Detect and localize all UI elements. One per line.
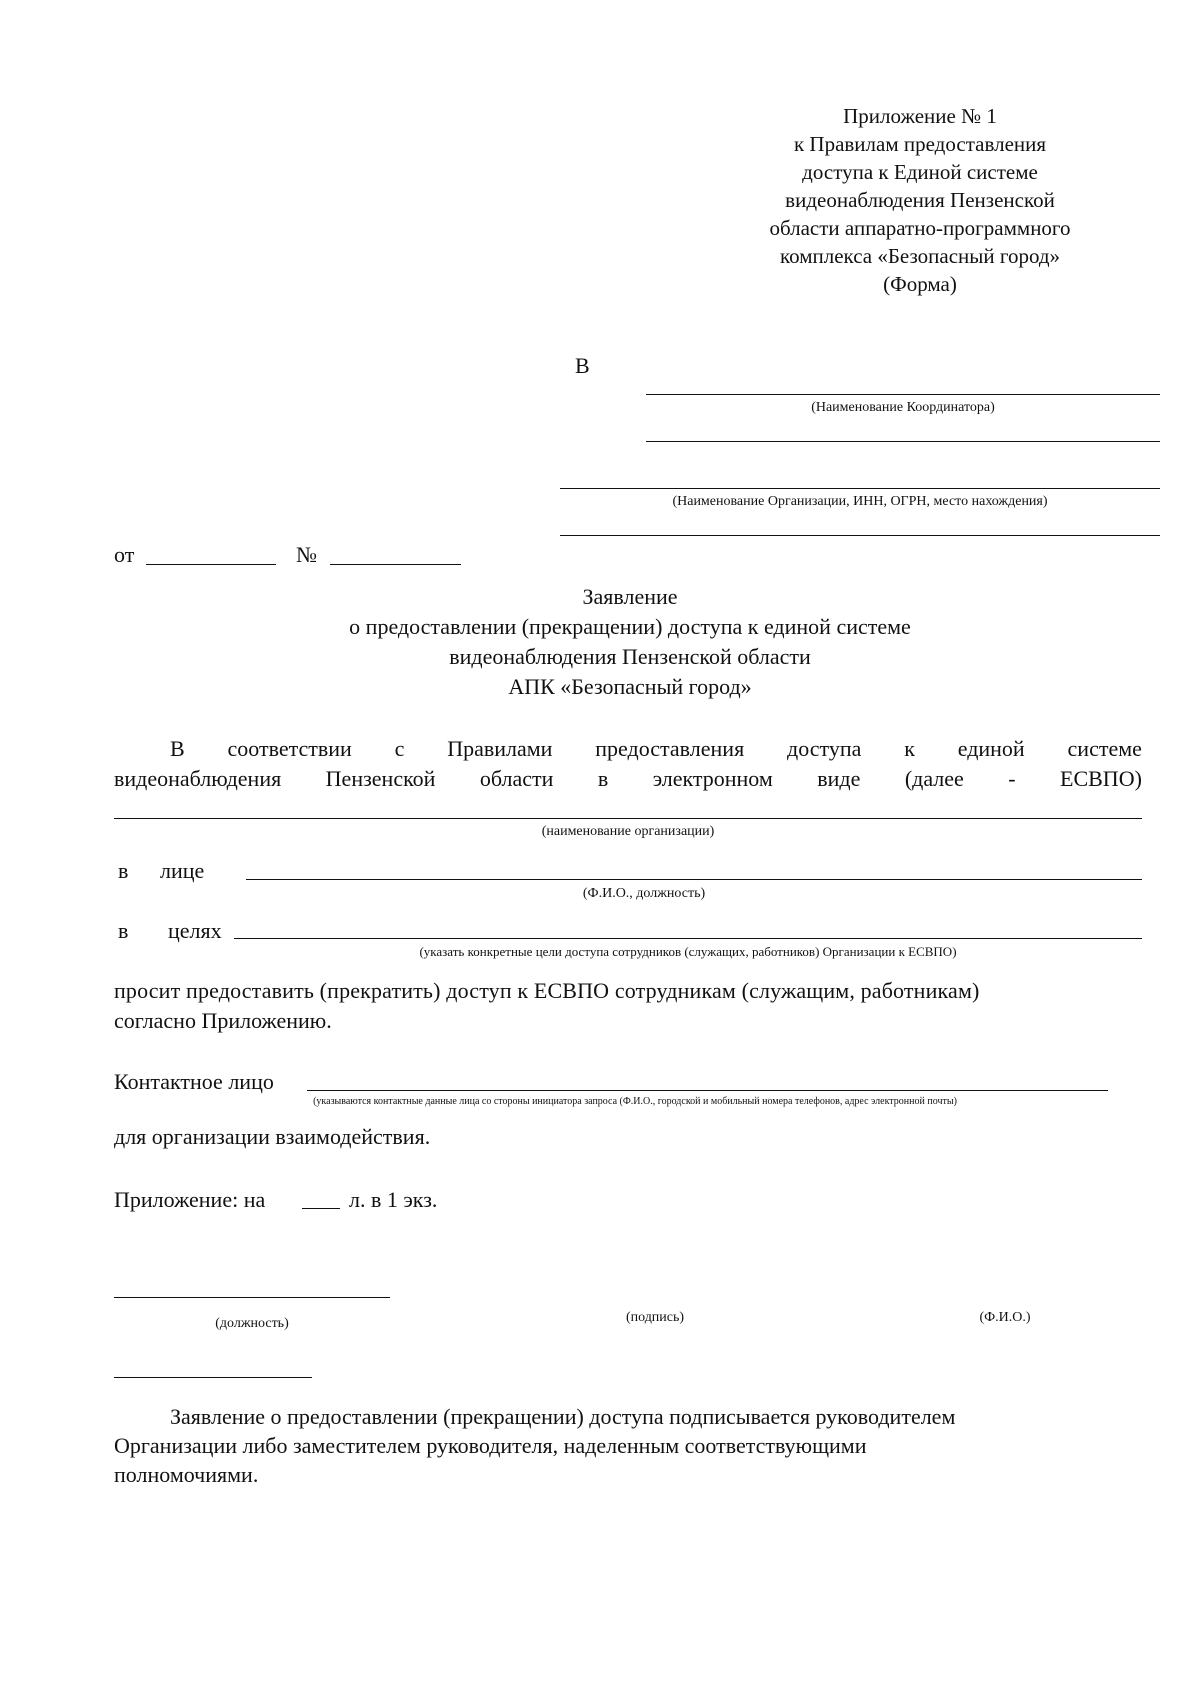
organization-field-line-2[interactable] bbox=[560, 535, 1160, 536]
attachment-suffix: л. в 1 экз. bbox=[349, 1187, 438, 1212]
contact-field-line[interactable] bbox=[307, 1090, 1108, 1091]
contact-label: Контактное лицо bbox=[114, 1069, 274, 1094]
word: видеонаблюдения bbox=[114, 766, 282, 791]
header-line: комплекса «Безопасный город» bbox=[779, 244, 1061, 268]
number-field-line[interactable] bbox=[330, 564, 461, 565]
appendix-header bbox=[700, 102, 1140, 298]
signature-caption: (подпись) bbox=[625, 1310, 685, 1325]
person-field-line[interactable] bbox=[246, 879, 1142, 880]
word: ЕСВПО) bbox=[1060, 766, 1142, 791]
word: соответствии bbox=[227, 736, 352, 761]
organization-name-caption: (наименование организации) bbox=[541, 824, 715, 839]
body-line-1 bbox=[170, 736, 1142, 764]
word: Пензенской bbox=[325, 766, 436, 791]
word: области bbox=[479, 766, 554, 791]
word: В bbox=[170, 736, 185, 761]
title-line: Заявление bbox=[582, 584, 678, 609]
to-label: В bbox=[575, 353, 590, 378]
word: в bbox=[597, 766, 609, 791]
title-line: АПК «Безопасный город» bbox=[508, 674, 752, 699]
number-label: № bbox=[296, 542, 317, 567]
body-line-2 bbox=[114, 766, 1142, 794]
header-line: Приложение № 1 bbox=[843, 104, 997, 128]
attachment-prefix: Приложение: на bbox=[114, 1187, 266, 1212]
person-caption: (Ф.И.О., должность) bbox=[582, 886, 706, 901]
header-line: видеонаблюдения Пензенской bbox=[785, 188, 1055, 212]
purpose-caption: (указать конкретные цели доступа сотрудников (служащих, работников) Организации к ЕСВПО) bbox=[419, 944, 957, 959]
footnote-separator bbox=[114, 1377, 312, 1378]
organization-field-line[interactable] bbox=[560, 488, 1160, 489]
word: единой bbox=[957, 736, 1025, 761]
from-label: от bbox=[114, 542, 135, 567]
request-text-1: просит предоставить (прекратить) доступ к ЕСВПО сотрудникам (служащим, работникам) bbox=[114, 978, 980, 1003]
request-line-2: согласно Приложению. bbox=[114, 1008, 332, 1033]
document-title bbox=[100, 582, 1160, 702]
word: системе bbox=[1067, 736, 1142, 761]
position-field-line[interactable] bbox=[114, 1297, 390, 1298]
header-line: (Форма) bbox=[883, 272, 957, 296]
purpose-field-line[interactable] bbox=[234, 938, 1142, 939]
contact-caption: (указываются контактные данные лица со стороны инициатора запроса (Ф.И.О., городской и мобильный номера телефонов, адрес электронной почты) bbox=[313, 1096, 957, 1107]
attachment-pages-field[interactable] bbox=[302, 1208, 340, 1209]
title-line: видеонаблюдения Пензенской области bbox=[449, 644, 811, 669]
word: с bbox=[394, 736, 405, 761]
coordinator-field-line-2[interactable] bbox=[646, 441, 1160, 442]
word: предоставления bbox=[595, 736, 745, 761]
word: доступа bbox=[787, 736, 862, 761]
word: электронном bbox=[652, 766, 773, 791]
organization-name-field-line[interactable] bbox=[114, 818, 1142, 819]
word: к bbox=[904, 736, 915, 761]
word: виде bbox=[817, 766, 861, 791]
footer-note-line: Организации либо заместителем руководителя, наделенным соответствующими bbox=[114, 1433, 867, 1458]
request-line-1 bbox=[114, 978, 1142, 1004]
title-line: о предоставлении (прекращении) доступа к единой системе bbox=[349, 614, 911, 639]
purpose-label: целях bbox=[168, 918, 222, 943]
person-prefix: в bbox=[118, 858, 129, 883]
header-line: к Правилам предоставления bbox=[793, 132, 1047, 156]
word: Правилами bbox=[447, 736, 553, 761]
date-field-line[interactable] bbox=[146, 564, 276, 565]
word: - bbox=[1008, 766, 1016, 791]
name-caption: (Ф.И.О.) bbox=[979, 1310, 1031, 1325]
purpose-prefix: в bbox=[118, 918, 129, 943]
person-label: лице bbox=[160, 858, 205, 883]
organization-caption: (Наименование Организации, ИНН, ОГРН, место нахождения) bbox=[672, 494, 1048, 509]
position-caption: (должность) bbox=[215, 1316, 289, 1331]
contact-purpose: для организации взаимодействия. bbox=[114, 1124, 431, 1149]
header-line: доступа к Единой системе bbox=[802, 160, 1038, 184]
coordinator-field-line[interactable] bbox=[646, 394, 1160, 395]
word: (далее bbox=[904, 766, 964, 791]
header-line: области аппаратно-программного bbox=[769, 216, 1071, 240]
footer-note-line: полномочиями. bbox=[114, 1462, 259, 1487]
coordinator-caption: (Наименование Координатора) bbox=[811, 400, 995, 415]
footer-note-line: Заявление о предоставлении (прекращении) доступа подписывается руководителем bbox=[170, 1404, 956, 1429]
